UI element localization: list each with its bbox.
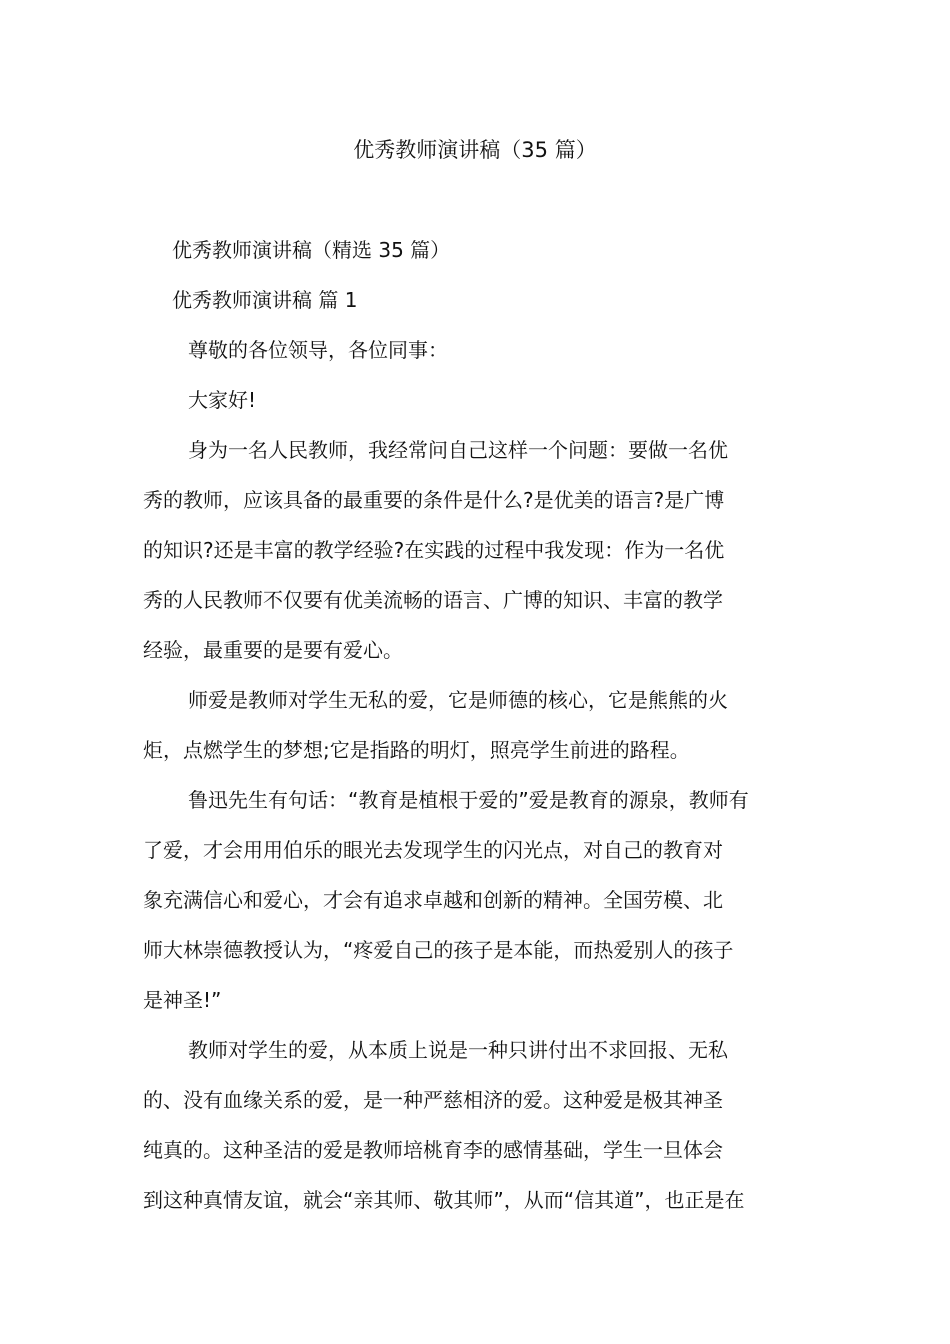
paragraph-line: 秀的教师，应该具备的最重要的条件是什么?是优美的语言?是广博 <box>143 488 725 512</box>
paragraph-line: 象充满信心和爱心，才会有追求卓越和创新的精神。全国劳模、北 <box>143 888 723 912</box>
paragraph-line: 师爱是教师对学生无私的爱，它是师德的核心，它是熊熊的火 <box>188 688 728 712</box>
paragraph-3 <box>143 775 807 1025</box>
paragraph-line: 的、没有血缘关系的爱，是一种严慈相济的爱。这种爱是极其神圣 <box>143 1088 723 1112</box>
paragraph-line: 教师对学生的爱，从本质上说是一种只讲付出不求回报、无私 <box>188 1038 728 1062</box>
paragraph-line: 师大林崇德教授认为，“疼爱自己的孩子是本能，而热爱别人的孩子 <box>143 938 734 962</box>
paragraph-1 <box>143 425 807 675</box>
document-subtitle: 优秀教师演讲稿（精选 35 篇） <box>172 238 451 262</box>
paragraph-line: 鲁迅先生有句话：“教育是植根于爱的”爱是教育的源泉，教师有 <box>188 788 749 812</box>
paragraph-line: 到这种真情友谊，就会“亲其师、敬其师”，从而“信其道”，也正是在 <box>143 1188 745 1212</box>
paragraph-line: 了爱，才会用用伯乐的眼光去发现学生的闪光点，对自己的教育对 <box>143 838 723 862</box>
paragraph-line: 秀的人民教师不仅要有优美流畅的语言、广博的知识、丰富的教学 <box>143 588 723 612</box>
paragraph-line: 是神圣!” <box>143 988 222 1012</box>
paragraph-4 <box>143 1025 807 1225</box>
paragraph-line: 纯真的。这种圣洁的爱是教师培桃育李的感情基础，学生一旦体会 <box>143 1138 723 1162</box>
document-title: 优秀教师演讲稿（35 篇） <box>353 138 597 162</box>
paragraph-line: 的知识?还是丰富的教学经验?在实践的过程中我发现：作为一名优 <box>143 538 725 562</box>
paragraph-line: 经验，最重要的是要有爱心。 <box>143 638 403 662</box>
paragraph-line: 尊敬的各位领导，各位同事： <box>188 338 448 362</box>
section-heading: 优秀教师演讲稿 篇 1 <box>172 288 358 312</box>
paragraph-2 <box>143 675 807 775</box>
paragraph-line: 炬，点燃学生的梦想;它是指路的明灯，照亮学生前进的路程。 <box>143 738 690 762</box>
paragraph-greeting <box>143 375 807 425</box>
paragraph-salutation <box>143 325 807 375</box>
paragraph-line: 身为一名人民教师，我经常问自己这样一个问题：要做一名优 <box>188 438 728 462</box>
paragraph-line: 大家好! <box>188 388 257 412</box>
